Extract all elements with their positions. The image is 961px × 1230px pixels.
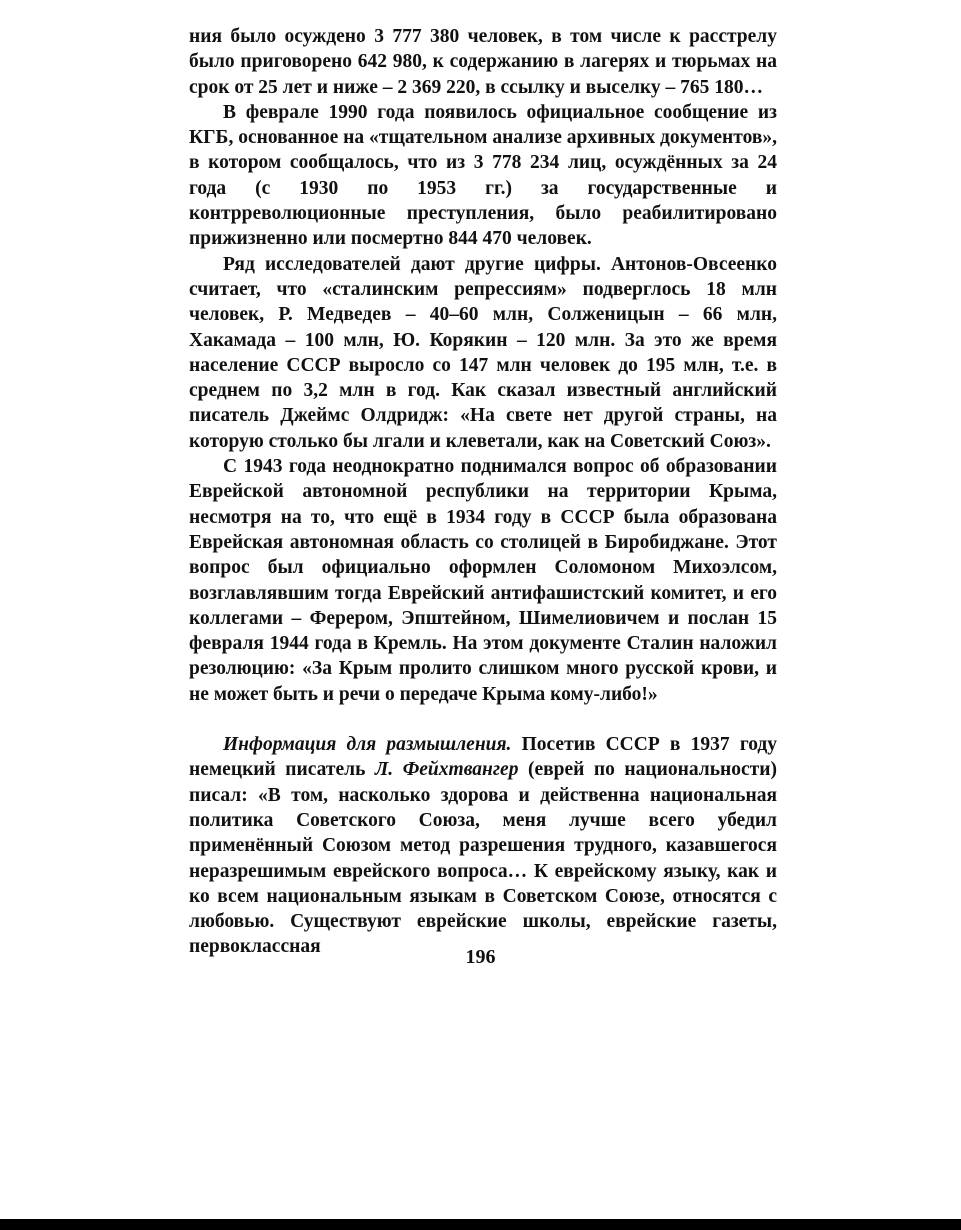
page-body	[189, 24, 777, 960]
author-name: Л. Фейхтвангер	[374, 759, 519, 781]
paragraph-2: В феврале 1990 года появилось официальное сообщение из КГБ, основанное на «тщательном анализе архивных документов», в котором сообщалось, что из 3 778 234 лиц, осуждённых за 24 года (с 1930 по 1953 гг.) за государственные и контрреволюционные преступления, было реабилитировано прижизненно или посмертно 844 470 человек.	[189, 101, 777, 250]
info-heading: Информация для размышления.	[223, 734, 512, 756]
paragraph-5-text-a: Посетив СССР в 1937 году немецкий писатель	[189, 734, 777, 781]
bottom-scan-border	[0, 1219, 961, 1230]
paragraph-3: Ряд исследователей дают другие цифры. Антонов-Овсеенко считает, что «сталинским репрессиям» подверглось 18 млн человек, Р. Медведев – 40–60 млн, Солженицын – 66 млн, Хакамада – 100 млн, Ю. Корякин – 120 млн. За это же время население СССР выросло со 147 млн человек до 195 млн, т.е. в среднем по 3,2 млн в год. Как сказал известный английский писатель Джеймс Олдридж: «На свете нет другой страны, на которую столько бы лгали и клеветали, как на Советский Союз».	[189, 253, 777, 452]
paragraph-1: ния было осуждено 3 777 380 человек, в том числе к расстрелу было приговорено 642 980, к содержанию в лагерях и тюрьмах на срок от 25 лет и ниже – 2 369 220, в ссылку и выселку – 765 180…	[189, 26, 777, 98]
paragraph-4: С 1943 года неоднократно поднимался вопрос об образовании Еврейской автономной республики на территории Крыма, несмотря на то, что ещё в 1934 году в СССР была образована Еврейская автономная область со столицей в Биробиджане. Этот вопрос был официально оформлен Соломоном Михоэлсом, возглавлявшим тогда Еврейский антифашистский комитет, и его коллегами – Ферером, Эпштейном, Шимелиовичем и послан 15 февраля 1944 года в Кремль. На этом документе Сталин наложил резолюцию: «За Крым пролито слишком много русской крови, и не может быть и речи о передаче Крыма кому-либо!»	[189, 456, 777, 705]
page-number: 196	[465, 946, 496, 968]
paragraph-5	[189, 732, 777, 960]
paragraph-5-text-b: (еврей по национальности) писал: «В том, насколько здорова и действенна национальная политика Советского Союза, меня лучше всего убедил применённый Союзом метод разрешения трудного, казавшегося неразрешимым еврейского вопроса… К еврейскому языку, как и ко всем национальным языкам в Советском Союзе, относятся с любовью. Существуют еврейские школы, еврейские газеты, первоклассная	[189, 759, 777, 958]
